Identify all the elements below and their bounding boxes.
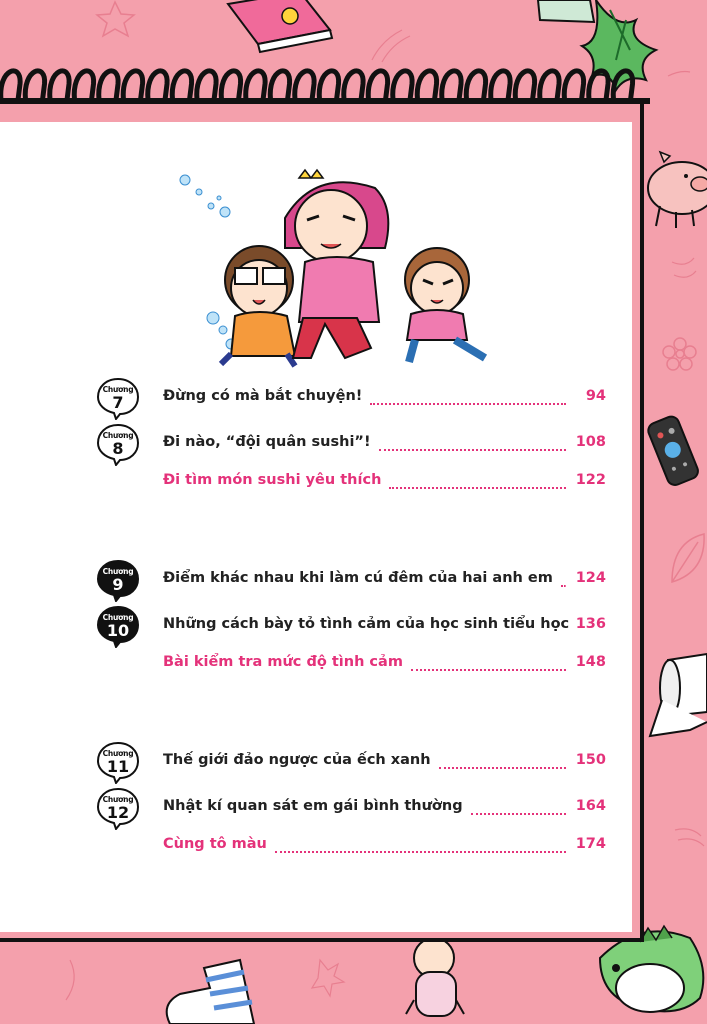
chapter-badge — [96, 376, 140, 420]
dotted-leader — [389, 487, 566, 489]
remote-control-icon — [646, 414, 700, 487]
spiral-coil — [123, 71, 142, 100]
spiral-coil — [540, 71, 559, 100]
spiral-coil — [221, 71, 240, 100]
chapter-badge-number: 11 — [106, 757, 130, 776]
girl-right-character — [405, 248, 485, 362]
toc-page-number: 124 — [575, 570, 606, 586]
toc-activity-row[interactable] — [0, 650, 632, 690]
chapter-badge-label: Chương — [102, 385, 134, 394]
spiral-coil — [368, 71, 387, 100]
dotted-leader — [471, 813, 566, 815]
chapter-badge-label: Chương — [102, 795, 134, 804]
chapter-badge — [96, 786, 140, 830]
baby-icon — [406, 938, 464, 1016]
toc-entry-title: Đừng có mà bắt chuyện! — [163, 388, 366, 404]
spiral-coil — [99, 71, 118, 100]
toc-entry-title: Bài kiểm tra mức độ tình cảm — [163, 654, 407, 670]
chapter-badge-label: Chương — [102, 567, 134, 576]
flower-icon — [663, 338, 696, 370]
spiral-coil — [172, 71, 191, 100]
dotted-leader — [411, 669, 566, 671]
leaf-icon — [672, 534, 704, 582]
chapter-badge — [96, 740, 140, 784]
spiral-coil — [1, 71, 20, 100]
toc-page-number: 164 — [575, 798, 606, 814]
toc-chapter-row[interactable] — [0, 430, 632, 470]
toc-entry-title: Cùng tô màu — [163, 836, 271, 852]
chapter-badge — [96, 604, 140, 648]
girl-left-character — [221, 246, 295, 366]
toc-entry-title: Nhật kí quan sát em gái bình thường — [163, 798, 467, 814]
toilet-paper-icon — [650, 654, 707, 736]
spiral-coil — [270, 71, 289, 100]
girl-middle-character — [285, 170, 388, 358]
spiral-coil — [393, 71, 412, 100]
toc-page-number: 148 — [575, 654, 606, 670]
spiral-coil — [74, 71, 93, 100]
spiral-coil — [491, 71, 510, 100]
toc-activity-row[interactable] — [0, 468, 632, 508]
chapter-badge-number: 12 — [106, 803, 130, 822]
spiral-coil — [319, 71, 338, 100]
spiral-coil — [25, 71, 44, 100]
dotted-leader — [439, 767, 566, 769]
toc-entry-title: Đi tìm món sushi yêu thích — [163, 472, 385, 488]
spiral-coil — [295, 71, 314, 100]
toc-entry-title: Những cách bày tỏ tình cảm của học sinh tiểu học — [163, 616, 573, 632]
toc-page-number: 94 — [585, 388, 606, 404]
spiral-coil — [197, 71, 216, 100]
toc-page-number: 122 — [575, 472, 606, 488]
chapter-badge-label: Chương — [102, 613, 134, 622]
toc-activity-row[interactable] — [0, 832, 632, 872]
spiral-coil — [589, 71, 608, 100]
toc-page-number: 174 — [575, 836, 606, 852]
spiral-coil — [564, 71, 583, 100]
toc-chapter-row[interactable] — [0, 794, 632, 834]
book-icon — [228, 0, 332, 52]
toc-page-number: 108 — [575, 434, 606, 450]
spiral-coil — [613, 71, 632, 100]
spiral-coil — [442, 71, 461, 100]
toc-chapter-row[interactable] — [0, 384, 632, 424]
spiral-coil — [246, 71, 265, 100]
spiral-binding — [0, 58, 707, 108]
toc-chapter-row[interactable] — [0, 748, 632, 788]
dotted-leader — [370, 403, 566, 405]
toc-chapter-row[interactable] — [0, 612, 632, 652]
toc-page-number: 150 — [575, 752, 606, 768]
toc-entry-title: Thế giới đảo ngược của ếch xanh — [163, 752, 435, 768]
toc-entry-title: Đi nào, “đội quân sushi”! — [163, 434, 375, 450]
spiral-coil — [50, 71, 69, 100]
chapter-badge-number: 8 — [112, 439, 124, 458]
spiral-coil — [344, 71, 363, 100]
toc-entry-title: Điểm khác nhau khi làm cú đêm của hai anh em — [163, 570, 557, 586]
spiral-coil — [515, 71, 534, 100]
kids-illustration — [175, 168, 505, 368]
chapter-badge — [96, 558, 140, 602]
dotted-leader — [379, 449, 566, 451]
pig-icon — [648, 152, 707, 228]
chapter-badge-number: 7 — [112, 393, 124, 412]
chapter-badge — [96, 422, 140, 466]
star-icon — [97, 2, 134, 36]
chapter-badge-label: Chương — [102, 749, 134, 758]
spiral-coil — [417, 71, 436, 100]
spiral-coil — [148, 71, 167, 100]
spiral-coil — [466, 71, 485, 100]
chapter-badge-label: Chương — [102, 431, 134, 440]
chapter-badge-number: 10 — [106, 621, 130, 640]
toc-page-number: 136 — [575, 616, 606, 632]
dotted-leader — [275, 851, 566, 853]
sock-icon — [167, 960, 254, 1024]
toc-chapter-row[interactable] — [0, 566, 632, 606]
chapter-badge-number: 9 — [112, 575, 124, 594]
